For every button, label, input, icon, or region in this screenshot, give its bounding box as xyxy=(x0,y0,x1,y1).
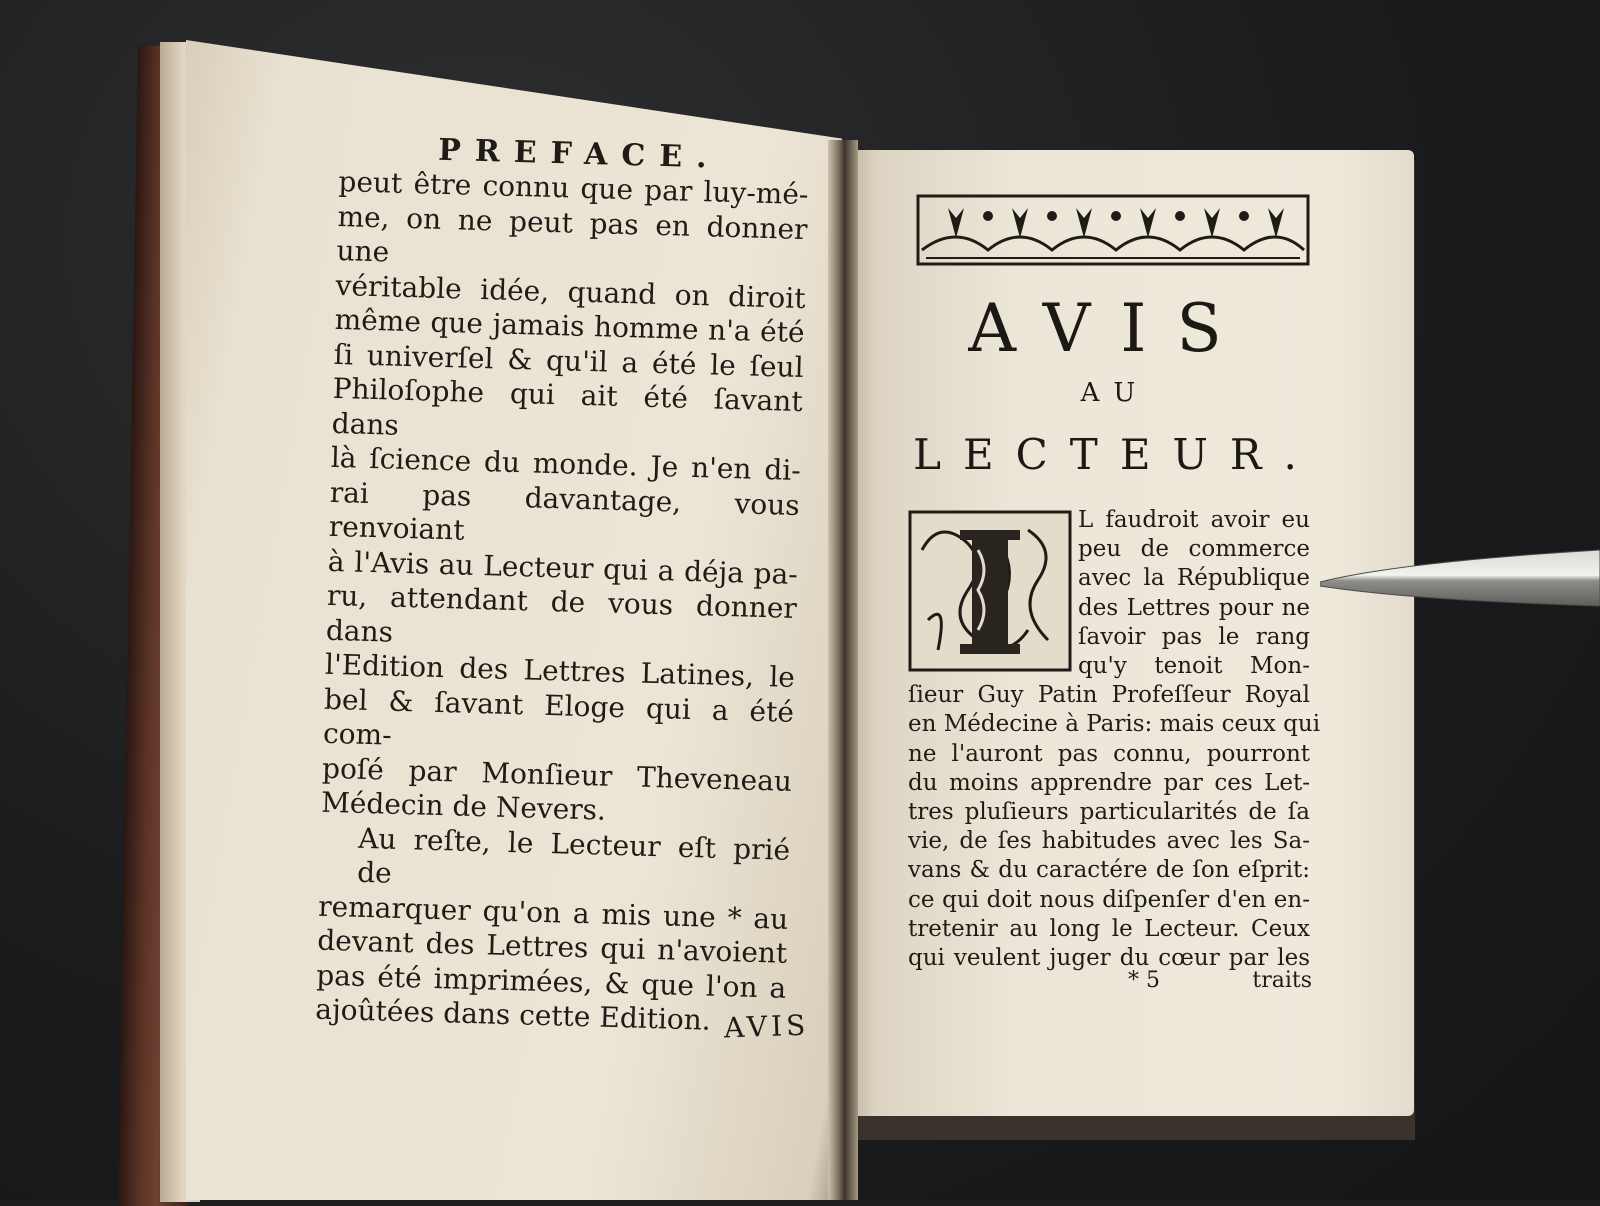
text-line: qui veulent juger du cœur par les xyxy=(908,945,1310,972)
text-line: tretenir au long le Lecteur. Ceux xyxy=(908,915,1310,942)
book-gutter xyxy=(828,140,858,1200)
floral-ornament-band xyxy=(916,194,1310,266)
right-catchword: traits xyxy=(1252,968,1312,993)
text-line: ſavoir pas le rang xyxy=(1078,623,1310,650)
text-line: véritable idée, quand on diroit xyxy=(335,268,806,315)
text-line: même que jamais homme n'a été xyxy=(334,302,805,350)
text-line: ſieur Guy Patin Profeſſeur Royal xyxy=(908,682,1310,709)
left-catchword: AVIS xyxy=(723,1008,810,1045)
text-line: Philoſophe qui ait été ſavant dans xyxy=(331,371,804,442)
text-line: rai pas davantage, vous renvoiant xyxy=(328,475,801,547)
heading-au: AU xyxy=(1080,378,1150,408)
text-line: en Médecine à Paris: mais ceux qui xyxy=(908,711,1321,738)
text-line: vans & du caractére de ſon eſprit: xyxy=(908,857,1310,884)
left-page-text xyxy=(315,130,810,1040)
text-line: ru, attendant de vous donner dans xyxy=(325,578,798,649)
text-line: qu'y tenoit Mon- xyxy=(1078,653,1310,680)
text-line: peut être connu que par luy-mé- xyxy=(338,164,809,212)
text-line: ſi univerſel & qu'il a été le ſeul xyxy=(333,337,805,384)
text-line: à l'Avis au Lecteur qui a déja pa- xyxy=(327,544,799,591)
left-page-body xyxy=(315,165,809,1040)
text-line: poſé par Monſieur Theveneau xyxy=(321,751,793,798)
text-line: Au reſte, le Lecteur eſt prié de xyxy=(356,821,791,890)
heading-avis: AVIS xyxy=(968,290,1252,367)
signature-mark: * 5 xyxy=(1128,968,1160,993)
text-line: Médecin de Nevers. xyxy=(320,785,607,827)
text-line: avec la République xyxy=(1078,565,1310,592)
text-line: L faudroit avoir eu xyxy=(1078,507,1310,533)
text-line: me, on ne peut pas en donner une xyxy=(336,199,808,269)
text-line: du moins apprendre par ces Let- xyxy=(908,769,1310,796)
text-line: des Lettres pour ne xyxy=(1078,594,1310,621)
heading-lecteur: LECTEUR. xyxy=(913,430,1319,479)
text-line: là ſcience du monde. Je n'en di- xyxy=(330,440,802,487)
text-line: ne l'auront pas connu, pourront xyxy=(908,740,1310,767)
text-line: vie, de ſes habitudes avec les Sa- xyxy=(908,828,1310,855)
text-line: ajoûtées dans cette Edition. xyxy=(314,992,712,1037)
text-line: devant des Lettres qui n'avoient xyxy=(316,923,788,970)
letter-opener-blade-icon xyxy=(1320,540,1600,620)
text-line: peu de commerce xyxy=(1078,536,1310,563)
right-page-body xyxy=(908,506,1321,973)
running-head: PREFACE. xyxy=(437,132,722,176)
text-line: ce qui doit nous diſpenſer d'en en- xyxy=(908,886,1310,913)
text-line: pas été imprimées, & que l'on a xyxy=(315,958,787,1005)
text-line: l'Edition des Lettres Latines, le xyxy=(324,647,796,694)
text-line: tres pluſieurs particularités de ſa xyxy=(908,799,1310,826)
text-line: remarquer qu'on a mis une * au xyxy=(317,889,789,936)
text-line: bel & ſavant Eloge qui a été com- xyxy=(322,682,795,752)
